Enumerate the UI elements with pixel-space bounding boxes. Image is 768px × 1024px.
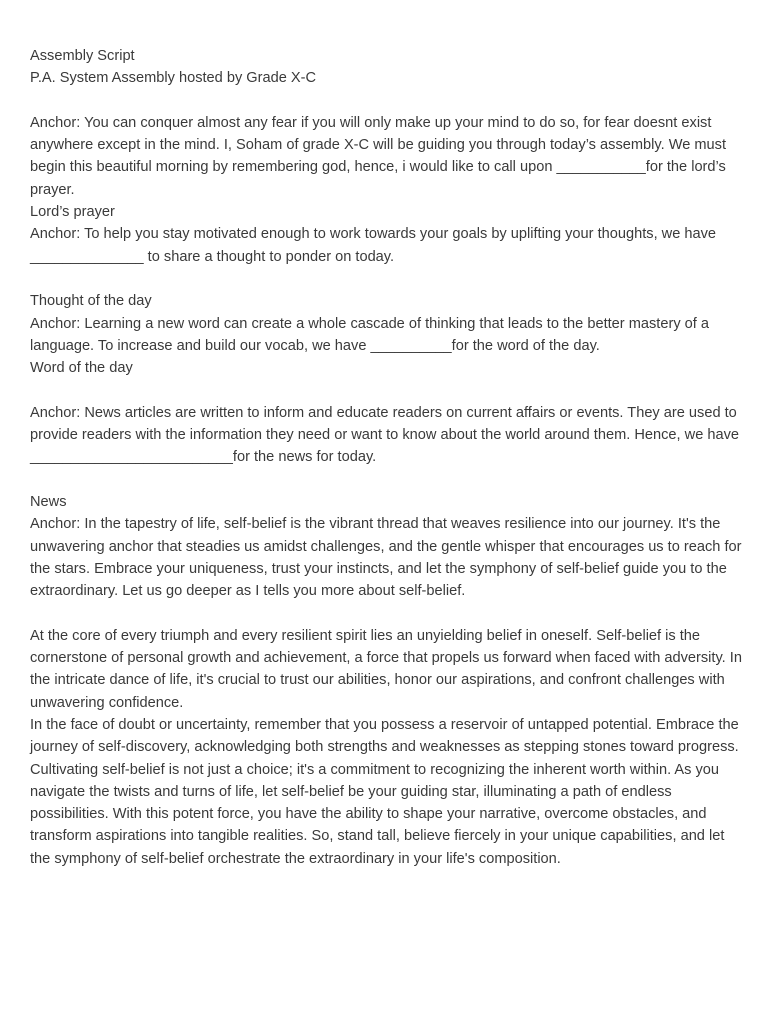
spacer xyxy=(30,268,742,290)
spacer xyxy=(30,602,742,624)
spacer xyxy=(30,469,742,491)
anchor-intro-paragraph: Anchor: You can conquer almost any fear if you will only make up your mind to do so, for fear doesnt exist anywhere except in the mind. I, Soham of grade X-C will be guiding you through today’s assembly. We must begin this beautiful morning by remembering god, hence, i would like to call upon ___________for the lord’s prayer. xyxy=(30,114,726,198)
anchor-selfbelief-paragraph: Anchor: In the tapestry of life, self-belief is the vibrant thread that weaves resilience into our journey. It's the unwavering anchor that steadies us amidst challenges, and the gentle whisper that encourages us to reach for the stars. Embrace your uniqueness, trust your instincts, and let the symphony of self-belief guide you to the extraordinary. Let us go deeper as I tells you more about self-belief. xyxy=(30,516,742,600)
anchor-thought-paragraph: Anchor: To help you stay motivated enough to work towards your goals by uplifting your thoughts, we have ______________ to share a thought to ponder on today. xyxy=(30,226,717,265)
spacer xyxy=(30,379,742,401)
document-title: Assembly Script xyxy=(30,48,135,64)
speech-paragraph-1: At the core of every triumph and every resilient spirit lies an unyielding belief in oneself. Self-belief is the cornerstone of personal growth and achievement, a force that propels us forward when faced with adversity. In the intricate dance of life, it's crucial to trust our abilities, honor our aspirations, and confront challenges with unwavering confidence. xyxy=(30,627,742,711)
spacer xyxy=(30,90,742,112)
document-subtitle: P.A. System Assembly hosted by Grade X-C xyxy=(30,70,317,87)
speech-paragraph-2: In the face of doubt or uncertainty, remember that you possess a reservoir of untapped potential. Embrace the journey of self-discovery, acknowledging both strengths and weaknesses as stepping stones toward progress. Cultivating self-belief is not just a choice; it's a commitment to recognizing the inherent worth within. As you navigate the twists and turns of life, let self-belief be your guiding star, illuminating a path of endless possibilities. With this potent force, you have the ability to shape your narrative, overcome obstacles, and transform aspirations into tangible realities. So, stand tall, believe fiercely in your unique capabilities, and let the symphony of self-belief orchestrate the extraordinary in your life's composition. xyxy=(30,716,739,867)
thought-heading: Thought of the day xyxy=(30,293,152,310)
word-heading: Word of the day xyxy=(30,360,133,377)
anchor-news-paragraph: Anchor: News articles are written to inform and educate readers on current affairs or events. They are used to provide readers with the information they need or want to know about the world around them. Hence, we have _________________________for the news for today. xyxy=(30,404,740,466)
lords-prayer-heading: Lord’s prayer xyxy=(30,204,115,221)
news-heading: News xyxy=(30,493,67,510)
document-body xyxy=(30,45,742,870)
anchor-word-paragraph: Anchor: Learning a new word can create a whole cascade of thinking that leads to the better mastery of a language. To increase and build our vocab, we have __________for the word of the day. xyxy=(30,315,710,354)
